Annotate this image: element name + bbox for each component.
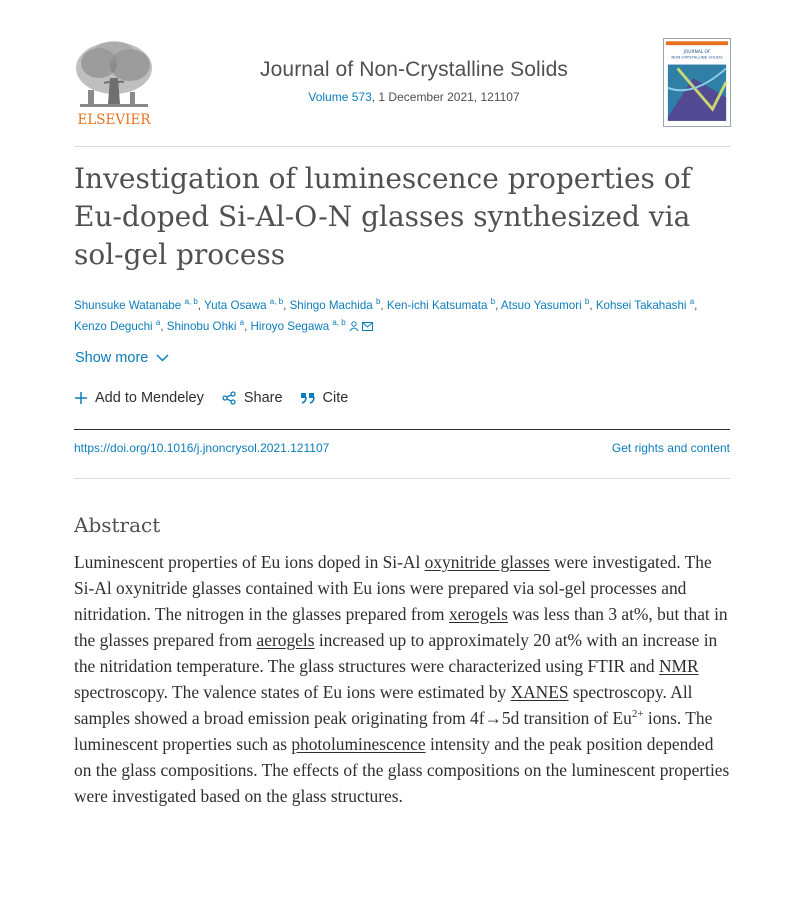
abstract-text-segment: were investigated. The Si-Al oxynitride glasses contained with Eu ions were prepared via sol-gel processes and nitridation. The nitrogen in the glasses prepared from [74,552,712,624]
abstract-text-segment: Luminescent properties of Eu ions doped in Si-Al [74,552,425,572]
author-link[interactable] [251,320,373,333]
author-link[interactable] [167,320,244,333]
abstract-text-segment: was less than 3 at%, but that in the glasses prepared from [74,604,728,650]
abstract-text-segment: spectroscopy. The valence states of Eu ions were estimated by [74,682,511,702]
author-link[interactable] [596,299,694,312]
article-header [74,38,731,130]
glossary-term-link[interactable]: photoluminescence [291,734,426,754]
author-affiliation: a, b [269,297,284,307]
author-link[interactable] [290,299,381,312]
mendeley-label: Add to Mendeley [95,390,204,406]
share-icon [222,391,236,405]
email-icon[interactable] [362,322,373,331]
abstract-text-segment: spectroscopy. All samples showed a broad emission peak originating from 4f→5d transition of Eu [74,682,693,728]
journal-meta [224,90,604,104]
doi-divider [74,429,730,430]
share-label: Share [243,390,283,406]
abstract-text-segment: intensity and the peak position depended on the glass compositions. The effects of the glass compositions on the luminescent properties were investigated based on the glass structures. [74,734,730,806]
author-name: Kenzo Deguchi [74,320,153,333]
rights-and-content-link[interactable]: Get rights and content [611,441,730,455]
cite-label: Cite [322,390,349,406]
author-name: Yuta Osawa [204,299,267,312]
author-affiliation: a, b [184,297,198,307]
author-affiliation: b [490,297,496,307]
abstract-divider [74,478,730,479]
abstract-text-segment: ions. The luminescent properties such as [74,708,713,754]
author-affiliation: b [375,297,381,307]
glossary-term-link[interactable]: NMR [658,656,699,676]
share-button[interactable] [222,390,283,406]
glossary-term-link[interactable]: oxynitride glasses [424,552,550,572]
author-name: Shunsuke Watanabe [74,299,182,312]
article-actions [75,390,366,406]
glossary-term-link[interactable]: XANES [510,682,569,702]
author-name: Hiroyo Segawa [250,320,330,333]
cover-journal-of: JOURNAL OF [683,49,711,55]
glossary-term-link[interactable]: aerogels [256,630,315,650]
author-name: Shinobu Ohki [166,320,237,333]
superscript: 2+ [631,708,644,721]
author-affiliation: b [584,297,590,307]
volume-link[interactable]: Volume 573 [308,90,372,104]
person-icon [349,321,359,331]
author-link[interactable] [387,299,495,312]
author-affiliation: a [239,318,245,328]
journal-block [224,58,604,104]
author-name: Shingo Machida [289,299,373,312]
author-name: Atsuo Yasumori [500,299,582,312]
journal-title[interactable]: Journal of Non-Crystalline Solids [260,58,568,81]
show-more-button[interactable] [75,350,169,366]
plus-icon [75,392,87,404]
quote-icon [301,392,315,404]
elsevier-logo[interactable] [74,38,154,128]
elsevier-wordmark: ELSEVIER [77,112,151,128]
abstract-text-segment: increased up to approximately 20 at% with an increase in the nitridation temperature. The glass structures were characterized using FTIR and [74,630,718,676]
show-more-label: Show more [75,350,149,366]
header-divider [74,146,730,147]
author-name: Ken-ichi Katsumata [386,299,488,312]
glossary-term-link[interactable]: xerogels [448,604,508,624]
article-title: Investigation of luminescence properties of Eu-doped Si-Al-O-N glasses synthesized via sol-gel process [74,162,692,271]
author-name: Kohsei Takahashi [595,299,687,312]
author-link[interactable] [204,299,283,312]
cover-journal-name: NON-CRYSTALLINE SOLIDS [671,54,723,60]
author-affiliation: a [155,318,161,328]
author-link[interactable] [74,320,160,333]
add-to-mendeley-button[interactable] [75,390,204,406]
author-link[interactable] [74,299,198,312]
abstract-body [74,549,734,809]
doi-link[interactable]: https://doi.org/10.1016/j.jnoncrysol.2021.121107 [74,441,330,455]
journal-cover-thumbnail[interactable] [663,38,731,127]
author-affiliation: a, b [332,318,346,328]
chevron-down-icon [156,354,169,362]
abstract-heading: Abstract [74,513,161,537]
author-list: Shunsuke Watanabe $^{a, b}$, Yuta Osawa $^{a, b}$, Shingo Machida $^b$, Ken-ichi Katsumata $^b$, Atsuo Yasumori $^b$, Kohsei Takahashi $^a$, Kenzo Deguchi $^a$, Shinobu Ohki $^a$, Hiroyo Segawa $^{a, b}$ [74,297,698,333]
cite-button[interactable] [301,390,349,406]
issue-date: , 1 December 2021, 121107 [371,90,520,104]
author-link[interactable] [501,299,589,312]
author-affiliation: a [689,297,695,307]
